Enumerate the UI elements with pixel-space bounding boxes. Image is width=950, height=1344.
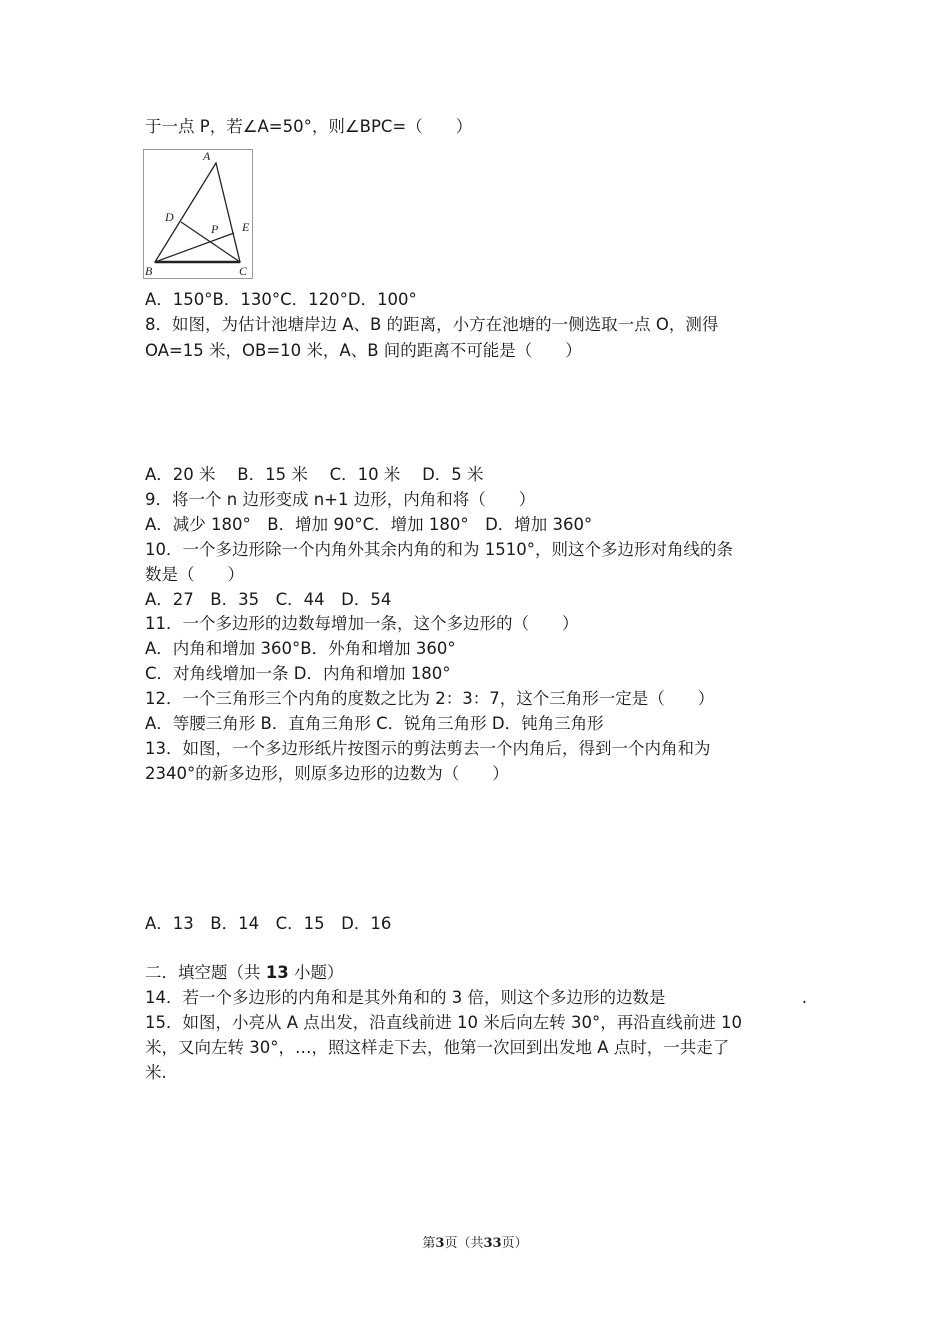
q13-line2: 2340°的新多边形，则原多边形的边数为（ ） [145, 764, 509, 783]
segment-be [155, 233, 234, 262]
section-2-prefix: 二．填空题（共 [145, 963, 266, 982]
footer-middle: 页（共 [444, 1236, 484, 1251]
page-footer [0, 1232, 950, 1251]
footer-suffix: 页） [501, 1236, 528, 1251]
q10-line2: 数是（ ） [145, 565, 244, 584]
footer-total-pages: 33 [483, 1236, 502, 1251]
q13-line1: 13．如图，一个多边形纸片按图示的剪法剪去一个内角后，得到一个内角和为 [145, 739, 711, 758]
footer-prefix: 第 [422, 1236, 436, 1251]
q10-line1: 10．一个多边形除一个内角外其余内角的和为 1510°，则这个多边形对角线的条 [145, 540, 733, 559]
q13-options: A．13 B．14 C．15 D．16 [145, 914, 392, 933]
label-c: C [239, 264, 248, 278]
q8-line1 [145, 315, 807, 335]
q14-stem-text: 14．若一个多边形的内角和是其外角和的 3 倍，则这个多边形的边数是 [145, 988, 666, 1007]
label-a: A [203, 149, 211, 163]
triangle-figure [143, 149, 253, 279]
q8-line1-text: 8．如图，为估计池塘岸边 A、B 的距离，小方在池塘的一侧选取一点 O，测得 [145, 315, 719, 334]
q11-stem: 11．一个多边形的边数每增加一条，这个多边形的（ ） [145, 614, 579, 633]
q15-line1: 15．如图，小亮从 A 点出发，沿直线前进 10 米后向左转 30°，再沿直线前进 10 [145, 1013, 742, 1032]
q8-line2: OA=15 米，OB=10 米，A、B 间的距离不可能是（ ） [145, 341, 582, 360]
q11-options-1: A．内角和增加 360°B．外角和增加 360° [145, 639, 456, 658]
footer-page-number: 3 [435, 1236, 445, 1251]
q14-stem [145, 988, 807, 1008]
q10-options: A．27 B．35 C．44 D．54 [145, 590, 392, 609]
section-2-heading [145, 963, 343, 983]
label-b: B [145, 264, 153, 278]
label-e: E [242, 220, 250, 234]
section-2-count: 13 [265, 963, 289, 982]
section-2-suffix: 小题） [288, 963, 344, 982]
q15-line2: 米，又向左转 30°，…，照这样走下去，他第一次回到出发地 A 点时，一共走了 [145, 1038, 730, 1057]
label-d: D [165, 210, 174, 224]
q7-stem-tail: 于一点 P，若∠A=50°，则∠BPC=（ ） [145, 117, 473, 136]
q9-options: A．减少 180° B．增加 90°C．增加 180° D．增加 360° [145, 515, 593, 534]
q8-options: A．20 米 B．15 米 C．10 米 D．5 米 [145, 465, 484, 484]
label-p: P [211, 222, 219, 236]
q7-options: A．150°B．130°C．120°D．100° [145, 290, 417, 309]
q15-line3: 米. [145, 1063, 167, 1082]
q9-stem: 9．将一个 n 边形变成 n+1 边形，内角和将（ ） [145, 490, 536, 509]
q11-options-2: C．对角线增加一条 D．内角和增加 180° [145, 664, 451, 683]
q12-options: A．等腰三角形 B．直角三角形 C．锐角三角形 D．钝角三角形 [145, 714, 604, 733]
q12-stem: 12．一个三角形三个内角的度数之比为 2：3：7，这个三角形一定是（ ） [145, 689, 715, 708]
q14-stem-end: . [801, 988, 807, 1007]
